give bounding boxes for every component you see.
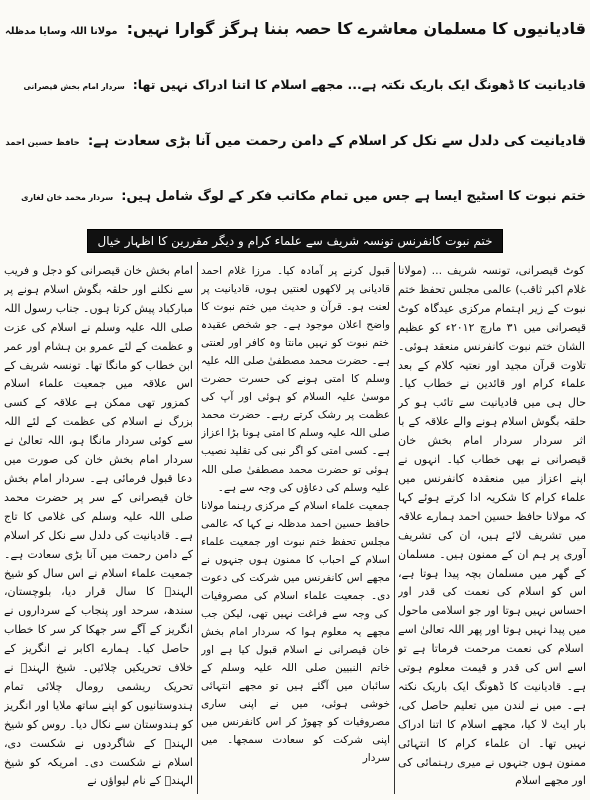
article-line: قبول کرنے پر آمادہ کیا۔ مرزا غلام احمد قادیانی پر bbox=[201, 265, 390, 296]
article-line: دی۔ امریکہ کو شیخ الہندؒ کے نام لیواؤں نے bbox=[4, 755, 193, 788]
headline-4 bbox=[4, 170, 586, 224]
article-line: علیہ وسلم کی دعاؤں کی وجہ سے ہے۔ bbox=[217, 481, 390, 494]
headline-3 bbox=[4, 114, 586, 168]
article-line: شخص عقیدہ ختم نبوت کو نہیں مانتا وہ کافر اور لعنتی bbox=[201, 319, 390, 350]
article-line: سردار مانگا ہو، اللہ تعالیٰ نے سردار امام بخش خان bbox=[4, 434, 193, 467]
article-line: سال قرار دیا، بلوچستان، سندھ، سرحد اور پنجاب bbox=[4, 585, 193, 618]
article-line: عزت و عظمت کے لئے عمرو بن ہشام اور عمر ابن bbox=[4, 320, 193, 372]
article-line: نے بھی خطاب کیا۔ انہوں نے اپنے اعزاز میں bbox=[398, 453, 586, 485]
article-column-right bbox=[398, 262, 586, 794]
article-line: جمعیت علماء اسلام کے مرکزی رہنما مولانا bbox=[201, 499, 390, 512]
headline-speaker: حافظ حسین احمد bbox=[5, 137, 80, 147]
article-line: اور قائدین نے خطاب کیا۔ حال ہی میں قادیانیت bbox=[398, 377, 586, 410]
article-line: ہوں جنہوں نے میری رہنمائی کی اور مجھے اسلام bbox=[398, 755, 586, 788]
article-line: خان قیصرانی کے سر پر حضرت محمد صلی اللہ علیہ وسلم کی bbox=[4, 490, 193, 523]
article-line: ممنون ہوں جنہوں نے مجھے اس کانفرنس میں bbox=[201, 553, 390, 584]
article-line: امام بخش خان قیصرانی کو دجل و فریب سے نکلنے اور bbox=[4, 264, 193, 296]
article-line: رومال چلائی تمام ہندوستانیوں کو اپنے ساتھ ملایا bbox=[4, 679, 193, 712]
article-line: کا ڈھونگ ایک باریک نکتہ ہے۔ میں نے لندن میں bbox=[398, 679, 586, 712]
article-line: خطاب کو مانگا تھا۔ تونسہ شریف کے اس علاقہ میں bbox=[4, 358, 193, 391]
article-line: منعقدہ کانفرنس میں علماء کرام کا شکریہ ادا کرتے bbox=[398, 471, 586, 504]
article-line: کے سرداروں نے انگریز کے آگے سر جھکا کر سر کا bbox=[4, 604, 193, 637]
article-line: نے اسلام قبول کیا ہے اور خاتم النبیین صلی اللہ علیہ وسلم bbox=[201, 643, 390, 675]
column-divider bbox=[394, 262, 395, 794]
article-column-middle bbox=[201, 262, 390, 794]
article-line: کی حسرت حضرت موسیٰ علیہ السلام کو ہوئی اور آپ bbox=[201, 373, 390, 404]
headline-speaker: سردار محمد خان لغاری bbox=[21, 193, 114, 202]
article-line: تشریف لائے ہیں، ان کی تشریف آوری پر ہم ان bbox=[398, 528, 586, 561]
article-line: غلام اکبر ثاقب) عالمی مجلس تحفظ ختم نبوت کے زیر bbox=[398, 282, 586, 315]
article-line: لاکھوں لعنتیں ہوں، قادیانیت پر لعنت ہو۔ قرآن و bbox=[201, 283, 390, 314]
article-line: تلاوت قرآن مجید اور نعتیہ کلام کے بعد علماء کرام bbox=[398, 358, 586, 391]
article-line: ختم نبوت اور جمعیت علماء اسلام کے احباب کا bbox=[201, 535, 390, 566]
headline-text: قادیانیوں کا مسلمان معاشرے کا حصہ بننا ہرگز گوارا نہیں: bbox=[126, 19, 586, 38]
headline-speaker: سردار امام بخش قیصرانی bbox=[23, 82, 125, 91]
article-line: جمعیت علماء اسلام کمزور تھی ممکن ہے علاقہ کے کسی bbox=[4, 377, 190, 410]
article-line: حلقہ بگوش اسلام ہونے پر مبارکباد پیش کرتا ہوں۔ bbox=[4, 282, 193, 315]
article-line: کے با اثر سردار سردار امام بخش خان قیصرانی bbox=[398, 415, 586, 467]
headline-text: قادیانیت کا ڈھونگ ایک باریک نکتہ ہے... مجھے اسلام کا اتنا ادراک نہیں تھا: bbox=[132, 77, 586, 92]
article-line: کانفرنس میں اپنی شرکت کو سعادت سمجھا۔ میں سردار bbox=[201, 716, 390, 765]
article-line: کے سائبان میں آگئے ہیں تو مجھے انتہائی خوشی ہوئی، bbox=[201, 662, 390, 711]
article-line: کی عظمت پر رشک کرتے رہے۔ حضرت محمد صلی اللہ bbox=[201, 391, 390, 440]
article-line: ہے۔ جمعیت علماء اسلام نے اس سال کو شیخ الہندؒ کا bbox=[4, 547, 193, 599]
article-line: کوٹ قیصرانی، تونسہ شریف ... (مولانا bbox=[398, 264, 585, 277]
article-line: تعلیم حاصل کی، بار ایٹ لا کیا، مجھے اسلام کا اتنا bbox=[398, 698, 586, 731]
article-line: اگر نبی کی تقلید نصیب ہوئی تو حضرت محمد مصطفیٰ صلی اللہ bbox=[201, 445, 389, 476]
article-line: کی صورت میں دعا قبول فرمائی ہے۔ سردار امام بخش bbox=[4, 453, 192, 485]
article-line: ہے۔ حضرت محمد مصطفیٰ صلی اللہ علیہ وسلم کا امتی ہونے bbox=[201, 355, 390, 386]
article-line: خطاب حاصل کیا۔ ہمارے اکابر نے انگریز کے bbox=[4, 623, 190, 656]
article-line: جناب رسول اللہ صلی اللہ علیہ وسلم نے اسلام کی bbox=[4, 301, 193, 334]
article-line: ادراک نہیں تھا۔ ان علماء کرام کا انتہائی ممنون bbox=[398, 717, 586, 769]
article-line: اسے اس کی قدر و قیمت معلوم ہوتی ہے۔ قادیانیت bbox=[398, 661, 586, 693]
headline-1 bbox=[4, 2, 586, 56]
article-line: الہندؒ کے شاگردوں نے شکست دی، اسلام نے شکست bbox=[4, 736, 193, 769]
article-line: شرکت کی دعوت دی۔ جمعیت علماء اسلام کی bbox=[201, 571, 390, 602]
article-line: ہوتا ہے، اس کو اسلام کی نعمت کی قدر اور احساس نہیں bbox=[398, 566, 586, 618]
article-line: خلاف تحریکیں چلائیں۔ شیخ الہندؒ نے تحریک ریشمی bbox=[4, 661, 193, 693]
banner-row bbox=[0, 229, 590, 253]
headline-text: قادیانیت کی دلدل سے نکل کر اسلام کے دامن رحمت میں آنا بڑی سعادت ہے: bbox=[87, 133, 586, 149]
article-line: غلامی کا تاج ہے۔ قادیانیت کی دلدل سے نکل کر bbox=[4, 509, 193, 542]
article-line: مصروفیات کی وجہ سے فراغت نہیں تھی، لیکن جب bbox=[201, 589, 389, 620]
article-line: اسلام کے دامن رحمت میں آنا بڑی سعادت bbox=[4, 528, 193, 561]
article-column-left bbox=[4, 262, 193, 794]
article-line: کے ممنون ہیں۔ مسلمان کے گھر میں مسلمان بچہ پیدا bbox=[398, 547, 586, 580]
column-divider bbox=[197, 262, 198, 794]
headline-2 bbox=[4, 58, 586, 112]
article-line: بزرگ نے اسلام کی عظمت کے لئے اللہ سے کوئی bbox=[4, 415, 193, 448]
article-line: حدیث میں ختم نبوت کا واضح اعلان موجود ہے۔ جو bbox=[201, 301, 390, 332]
article-line: علیہ وسلم کا امتی ہونا بڑا اعزاز ہے۔ کسی امتی کو bbox=[201, 427, 390, 458]
article-line: ۲۰۱۲ء کو عظیم الشان ختم نبوت کانفرنس منعقد ہوئی۔ bbox=[398, 320, 585, 353]
article-line: سے تائب ہو کر حلقہ بگوش اسلام ہونے والے علاقہ bbox=[398, 396, 586, 429]
article-line: اللہ تعالیٰ اسے اسلام کی نعمت مرحمت فرماتا ہے تو bbox=[398, 623, 584, 656]
article-line: اور انگریز کو ہندوستان سے نکال دیا۔ روس کو شیخ bbox=[4, 698, 193, 731]
conference-banner: ختم نبوت کانفرنس تونسہ شریف سے علماء کرام و دیگر مقررین کا اظہار خیال bbox=[87, 229, 504, 253]
article-line: ہوئے کہا کہ مولانا حافظ حسین احمد ہمارے علاقہ میں bbox=[398, 490, 586, 542]
article-line: اہتمام مرکزی عیدگاہ کوٹ قیصرانی میں ۳۱ مارچ bbox=[398, 301, 586, 334]
headline-speaker: مولانا اللہ وسایا مدظلہ bbox=[4, 26, 118, 37]
article-line: مجھے یہ معلوم ہوا کہ سردار امام بخش خان قیصرانی bbox=[201, 625, 390, 656]
headline-text: ختم نبوت کا اسٹیج ایسا ہے جس میں تمام مکاتب فکر کے لوگ شامل ہیں: bbox=[121, 189, 586, 204]
article-line: حافظ حسین احمد مدظلہ نے کہا کہ عالمی مجلس تحفظ bbox=[201, 517, 390, 548]
article-line: میں نے اپنی ساری مصروفیات کو چھوڑ کر اس bbox=[201, 698, 390, 729]
article-line: ہوتا اور جو اسلامی ماحول میں پیدا نہیں ہوتا اور پھر bbox=[398, 604, 586, 637]
